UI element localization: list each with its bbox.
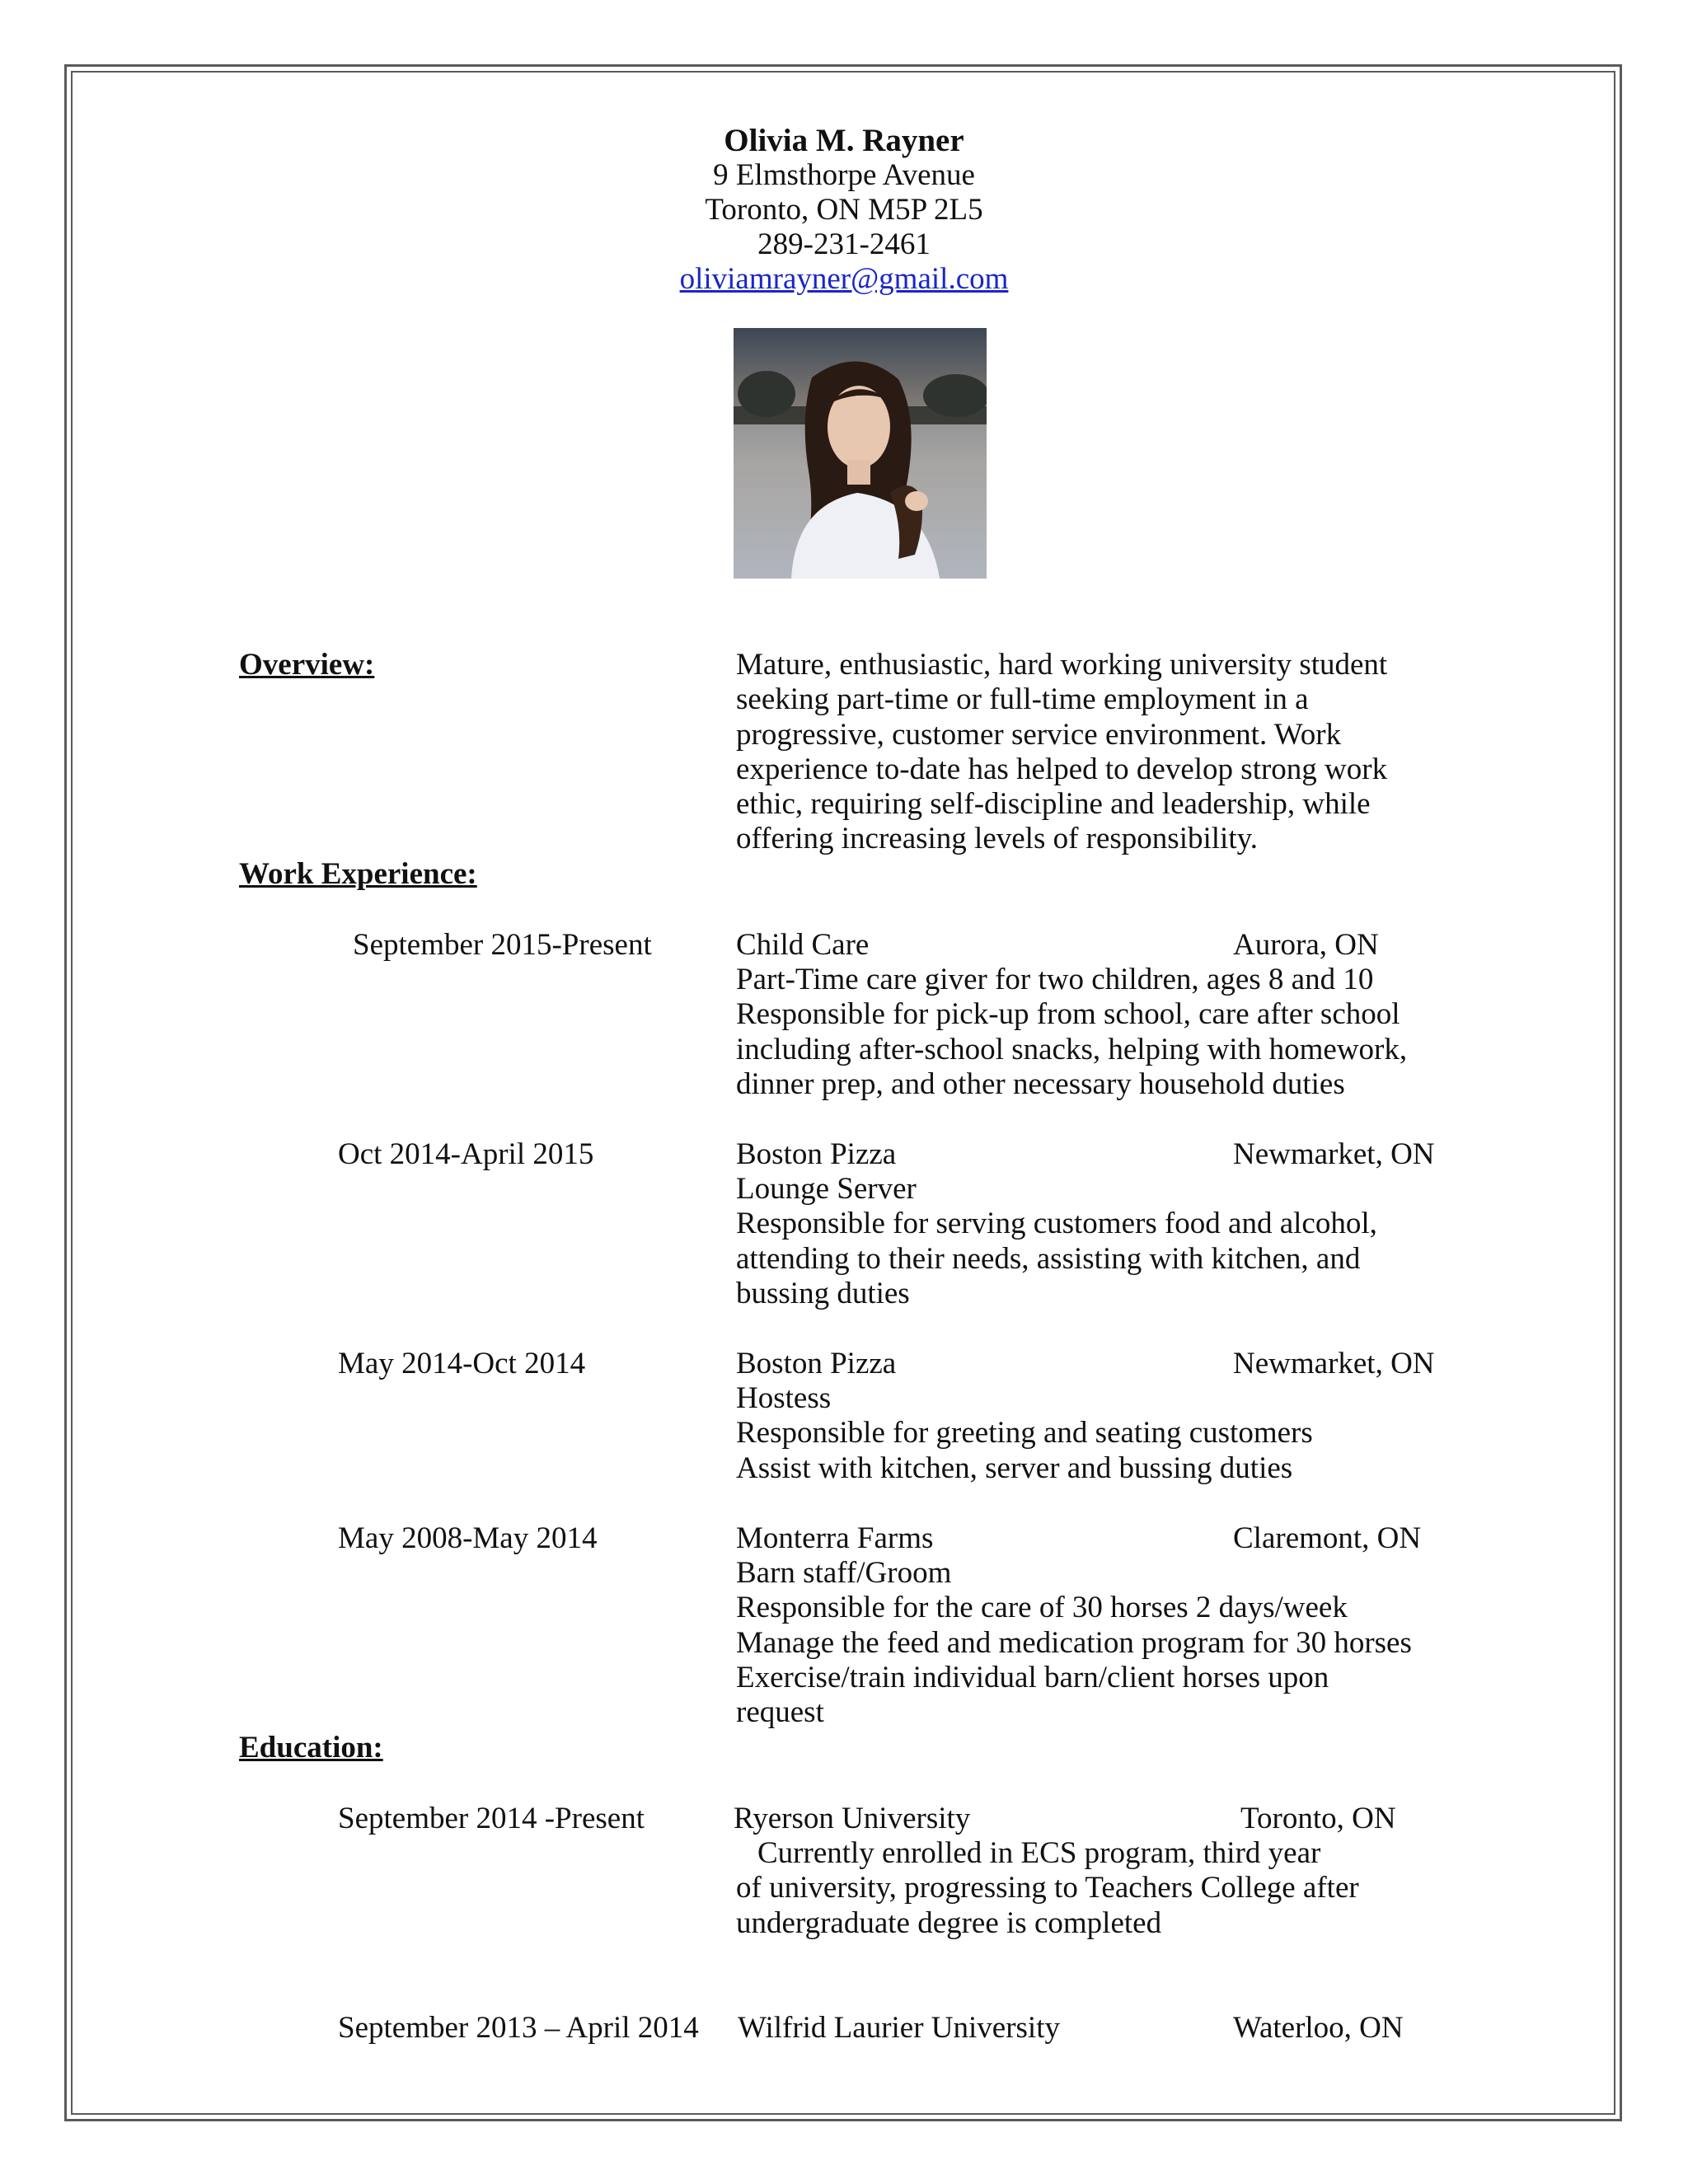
job-detail-line: Part-Time care giver for two children, ages 8 and 10 [736,963,1374,996]
job-location: Newmarket, ON [1233,1137,1435,1171]
email-link[interactable]: oliviamrayner@gmail.com [679,262,1009,296]
job-detail-line: Responsible for pick-up from school, care after school [736,997,1400,1032]
job-description [736,1556,1412,1730]
job-detail-line: Barn staff/Groom [736,1556,952,1590]
education-heading: Education: [239,1731,383,1765]
work-experience-heading: Work Experience: [239,857,477,891]
overview-line: experience to-date has helped to develop strong work [736,752,1388,786]
overview-line: Mature, enthusiastic, hard working university student [736,648,1388,682]
phone-number: 289-231-2461 [757,227,931,261]
job-location: Claremont, ON [1233,1521,1422,1555]
job-location: Newmarket, ON [1233,1347,1435,1380]
job-detail-line: dinner prep, and other necessary household duties [736,1066,1345,1101]
resume-header [0,124,1688,297]
job-detail-line: attending to their needs, assisting with kitchen, and [736,1241,1361,1276]
overview-line: ethic, requiring self-discipline and leadership, while [736,787,1371,822]
job-detail-line: bussing duties [736,1276,910,1310]
education-detail-line: undergraduate degree is completed [736,1905,1162,1940]
address-line-1: 9 Elmsthorpe Avenue [713,158,975,192]
job-detail-line: Responsible for the care of 30 horses 2 days/week [736,1591,1348,1625]
overview-text [736,648,1387,857]
job-detail-line: request [736,1695,824,1730]
job-detail-line: Manage the feed and medication program for 30 horses [736,1625,1412,1660]
candidate-name: Olivia M. Rayner [724,123,964,158]
job-dates: May 2014-Oct 2014 [338,1347,586,1380]
job-employer: Boston Pizza [736,1347,897,1380]
job-dates: September 2015-Present [353,928,652,962]
job-description [736,963,1407,1102]
education-location: Waterloo, ON [1233,2011,1404,2045]
overview-line: seeking part-time or full-time employment in a [736,682,1309,717]
job-location: Aurora, ON [1233,928,1379,962]
education-school: Ryerson University [734,1802,971,1835]
overview-line: offering increasing levels of responsibility. [736,822,1258,856]
job-description [736,1172,1377,1311]
education-dates: September 2014 -Present [338,1802,645,1835]
education-description [736,1836,1359,1941]
job-dates: May 2008-May 2014 [338,1521,598,1555]
job-employer: Boston Pizza [736,1137,897,1171]
job-detail-line: Exercise/train individual barn/client horses upon [736,1660,1329,1694]
education-school: Wilfrid Laurier University [738,2011,1060,2045]
job-detail-line: Assist with kitchen, server and bussing duties [736,1451,1293,1485]
job-detail-line: Responsible for serving customers food and alcohol, [736,1207,1377,1241]
education-detail-line: of university, progressing to Teachers College after [736,1871,1359,1905]
profile-photo [734,328,987,579]
education-dates: September 2013 – April 2014 [338,2011,699,2045]
overview-line: progressive, customer service environment. Work [736,717,1342,752]
job-dates: Oct 2014-April 2015 [338,1137,594,1171]
job-employer: Monterra Farms [736,1521,934,1555]
overview-heading: Overview: [239,648,375,682]
job-detail-line: including after-school snacks, helping with homework, [736,1032,1408,1066]
education-detail-line: Currently enrolled in ECS program, third year [757,1836,1321,1870]
job-detail-line: Lounge Server [736,1172,917,1206]
education-location: Toronto, ON [1240,1802,1396,1835]
job-detail-line: Responsible for greeting and seating customers [736,1416,1313,1451]
job-detail-line: Hostess [736,1381,832,1415]
job-description [736,1381,1313,1486]
job-employer: Child Care [736,928,870,962]
address-line-2: Toronto, ON M5P 2L5 [705,193,983,227]
